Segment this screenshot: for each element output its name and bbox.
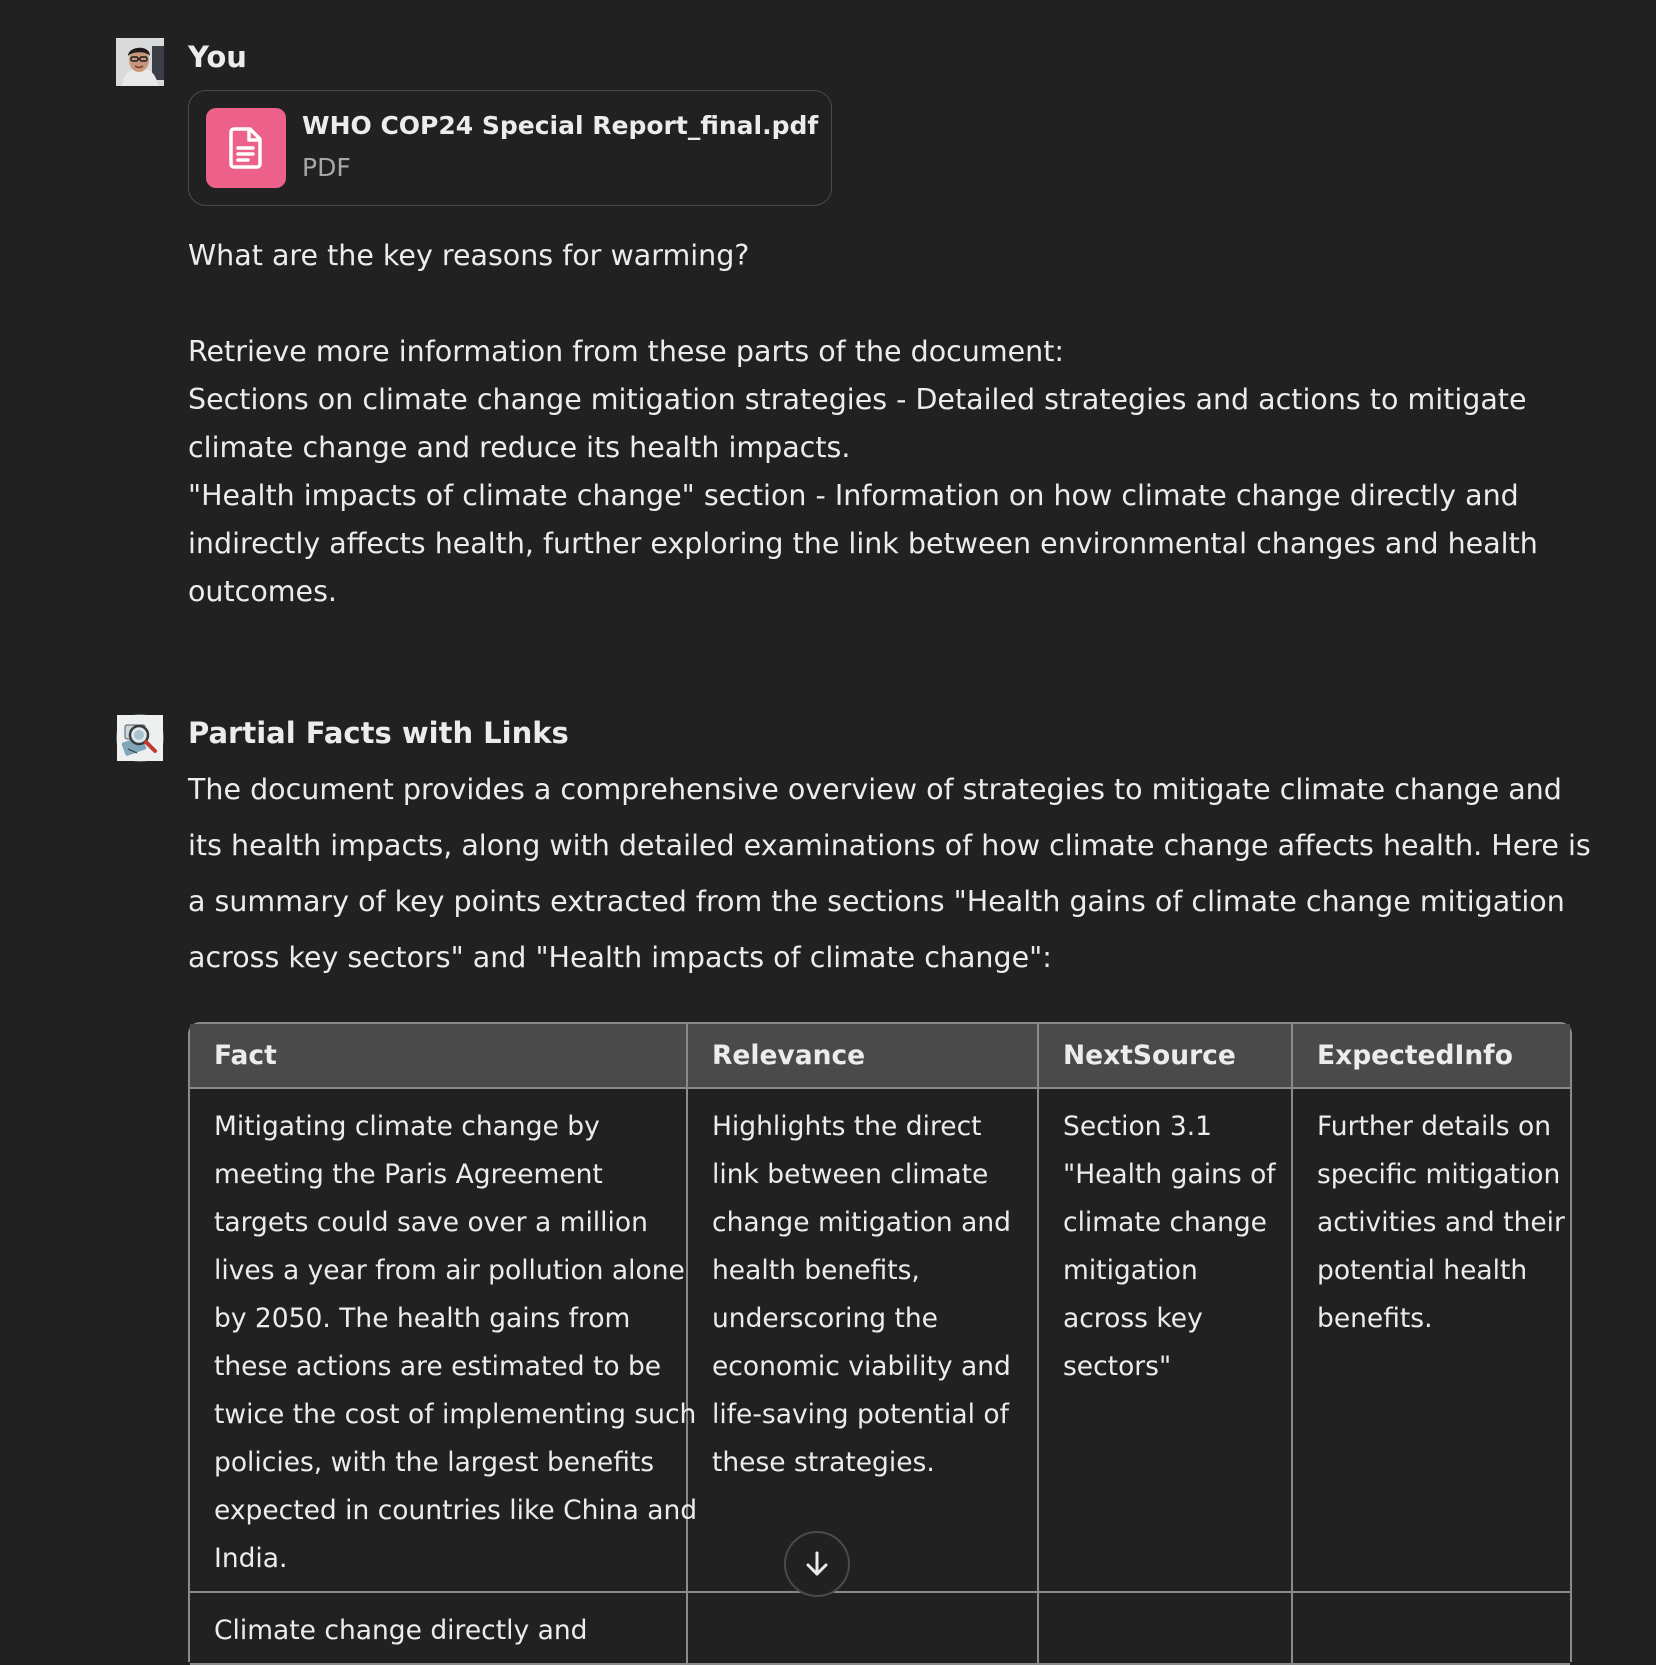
- cell-line: mitigation: [1063, 1255, 1198, 1286]
- user-message: [188, 232, 1568, 616]
- cell-relevance: [687, 1088, 1038, 1592]
- cell-line: activities and their: [1317, 1207, 1565, 1238]
- user-message-line: "Health impacts of climate change" section - Information on how climate change directly and: [188, 479, 1519, 512]
- cell-next-source: [1038, 1088, 1292, 1592]
- user-message-line: outcomes.: [188, 575, 337, 608]
- cell-line: Further details on: [1317, 1111, 1552, 1142]
- assistant-message: [188, 762, 1591, 986]
- cell-line: link between climate: [712, 1159, 989, 1190]
- cell-line: potential health: [1317, 1255, 1528, 1286]
- cell-expected-info: [1292, 1088, 1570, 1592]
- cell-line: "Health gains of: [1063, 1159, 1276, 1190]
- header-expected-info: ExpectedInfo: [1292, 1024, 1570, 1088]
- user-avatar: [116, 38, 164, 86]
- cell-line: change mitigation and: [712, 1207, 1011, 1238]
- header-fact: Fact: [190, 1024, 687, 1088]
- document-icon: [226, 126, 266, 170]
- user-photo-icon: [116, 38, 164, 86]
- cell-line: India.: [214, 1543, 288, 1574]
- cell-line: lives a year from air pollution alone: [214, 1255, 685, 1286]
- cell-line: benefits.: [1317, 1303, 1433, 1334]
- cell-fact: [190, 1592, 687, 1664]
- assistant-message-line: The document provides a comprehensive overview of strategies to mitigate climate change and: [188, 773, 1562, 806]
- cell-line: targets could save over a million: [214, 1207, 648, 1238]
- user-message-line: Sections on climate change mitigation strategies - Detailed strategies and actions to mitigate: [188, 383, 1527, 416]
- cell-line: economic viability and: [712, 1351, 1011, 1382]
- file-type: PDF: [302, 153, 351, 182]
- cell-line: sectors": [1063, 1351, 1172, 1382]
- cell-line: twice the cost of implementing such: [214, 1399, 697, 1430]
- cell-line: these strategies.: [712, 1447, 935, 1478]
- cell-line: meeting the Paris Agreement: [214, 1159, 603, 1190]
- assistant-author-name: Partial Facts with Links: [188, 716, 569, 750]
- table-header-row: [190, 1024, 1570, 1088]
- cell-line: Climate change directly and: [214, 1615, 588, 1646]
- arrow-down-icon: [804, 1550, 830, 1578]
- user-message-line: indirectly affects health, further exploring the link between environmental changes and health: [188, 527, 1538, 560]
- cell-line: by 2050. The health gains from: [214, 1303, 631, 1334]
- cell-line: underscoring the: [712, 1303, 938, 1334]
- user-message-line: climate change and reduce its health impacts.: [188, 431, 851, 464]
- file-icon-box: [206, 108, 286, 188]
- facts-table: [188, 1022, 1572, 1662]
- header-relevance: Relevance: [687, 1024, 1038, 1088]
- cell-next-source: [1038, 1592, 1292, 1664]
- assistant-message-line: its health impacts, along with detailed examinations of how climate change affects health. Here is: [188, 829, 1591, 862]
- cell-expected-info: [1292, 1592, 1570, 1664]
- paragraph-gap: [188, 280, 1568, 328]
- file-attachment-card[interactable]: [188, 90, 832, 206]
- magnifier-icon: [117, 715, 163, 761]
- header-next-source: NextSource: [1038, 1024, 1292, 1088]
- cell-line: these actions are estimated to be: [214, 1351, 662, 1382]
- cell-line: climate change: [1063, 1207, 1267, 1238]
- cell-line: Mitigating climate change by: [214, 1111, 600, 1142]
- cell-line: life-saving potential of: [712, 1399, 1009, 1430]
- user-author-name: You: [188, 40, 247, 74]
- assistant-message-line: across key sectors" and "Health impacts of climate change":: [188, 941, 1052, 974]
- cell-line: Highlights the direct: [712, 1111, 982, 1142]
- cell-line: Section 3.1: [1063, 1111, 1213, 1142]
- file-name: WHO COP24 Special Report_final.pdf: [302, 111, 819, 140]
- cell-line: across key: [1063, 1303, 1203, 1334]
- scroll-to-bottom-button[interactable]: [784, 1531, 850, 1597]
- assistant-message-line: a summary of key points extracted from the sections "Health gains of climate change mitigation: [188, 885, 1565, 918]
- cell-relevance: [687, 1592, 1038, 1664]
- cell-line: specific mitigation: [1317, 1159, 1561, 1190]
- table-row: [190, 1088, 1570, 1592]
- cell-line: health benefits,: [712, 1255, 920, 1286]
- table-row: [190, 1592, 1570, 1664]
- user-message-line: What are the key reasons for warming?: [188, 239, 750, 272]
- cell-line: policies, with the largest benefits: [214, 1447, 655, 1478]
- assistant-avatar: [116, 714, 164, 762]
- cell-line: expected in countries like China and: [214, 1495, 698, 1526]
- user-message-line: Retrieve more information from these parts of the document:: [188, 335, 1064, 368]
- cell-fact: [190, 1088, 698, 1592]
